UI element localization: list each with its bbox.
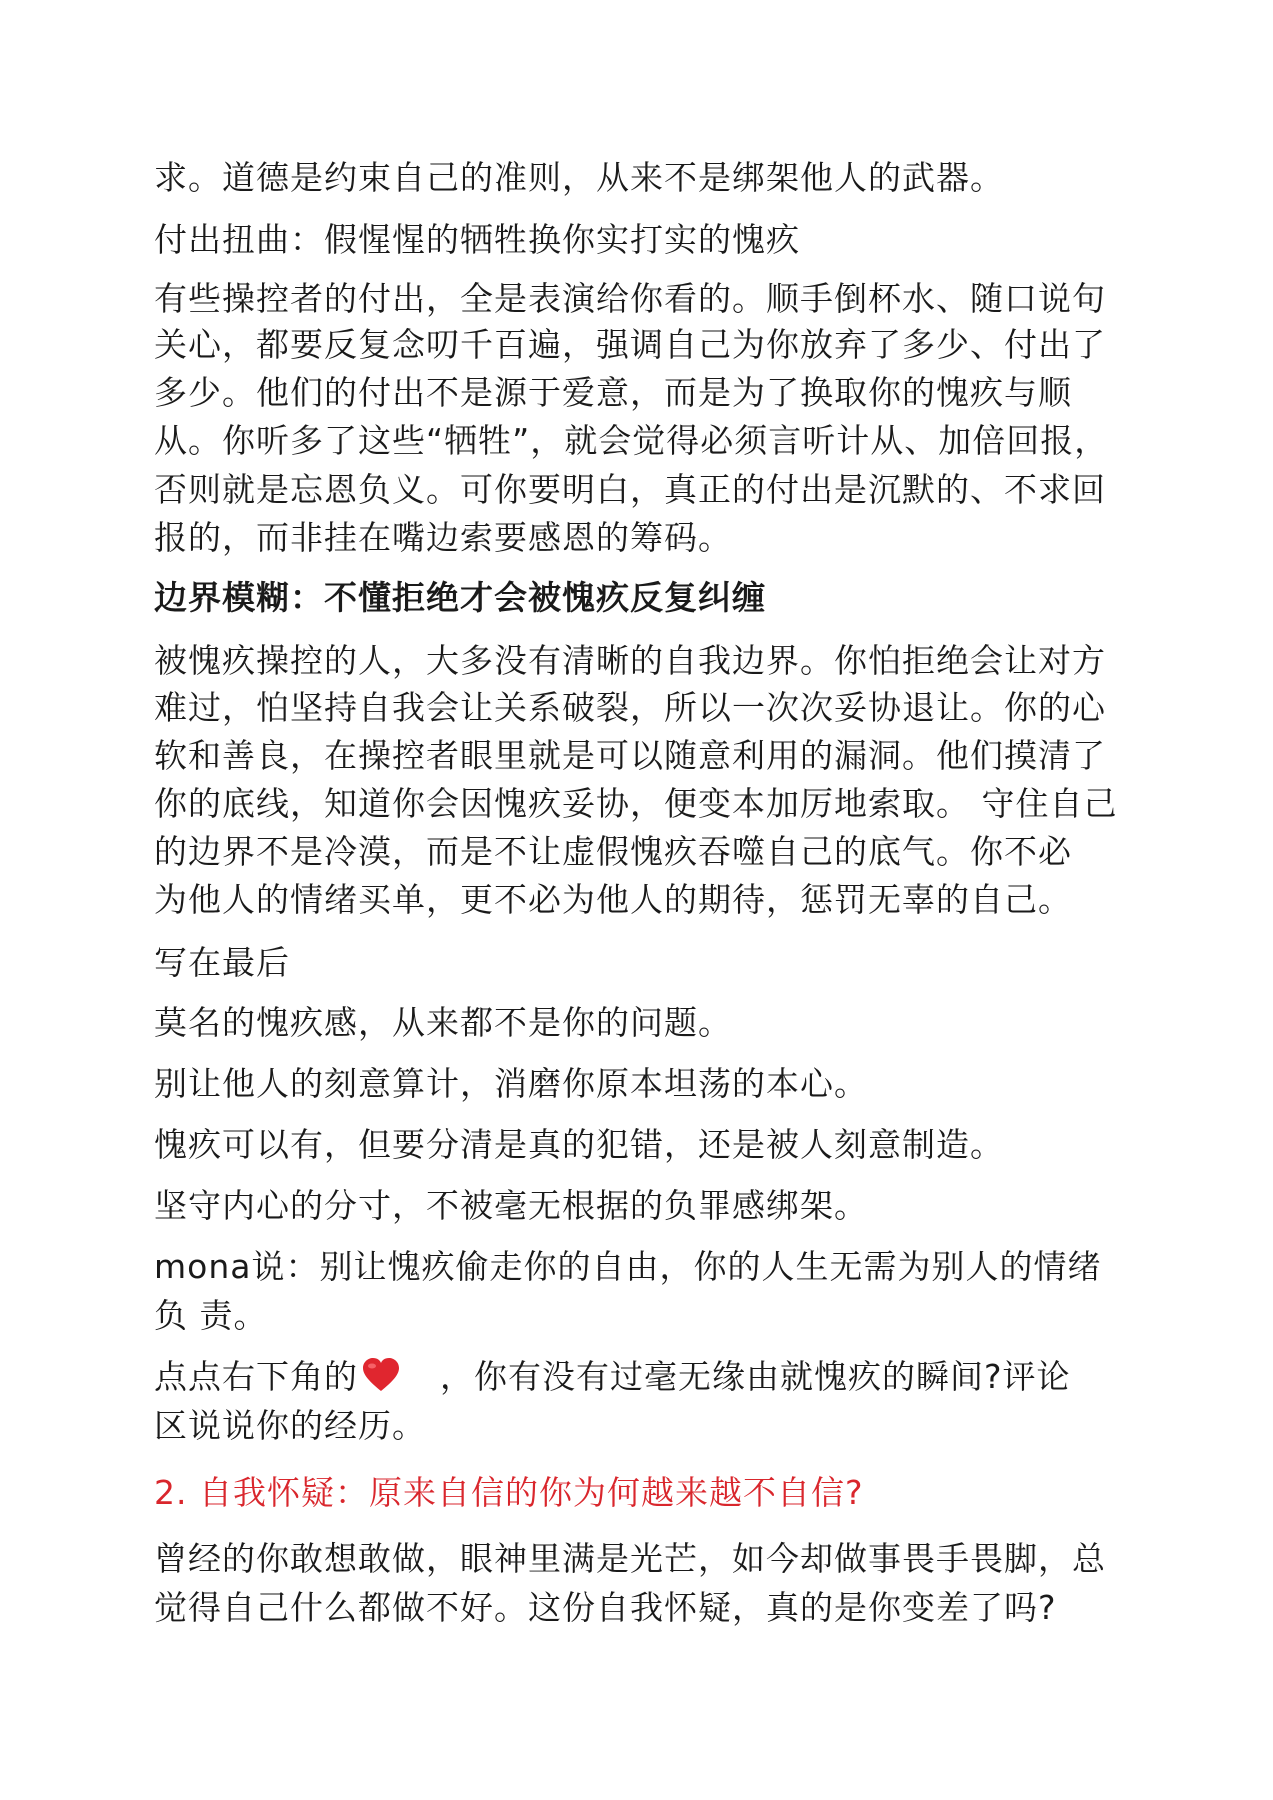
paragraph-line: 的边界不是冷漠，而是不让虚假愧疚吞噬自己的底气。你不必 — [154, 832, 1072, 871]
cta-line: 区说说你的经历。 — [154, 1406, 426, 1445]
paragraph-line: 你的底线，知道你会因愧疚妥协，便变本加厉地索取。 守住自己 — [154, 784, 1118, 823]
closing-line: 愧疚可以有，但要分清是真的犯错，还是被人刻意制造。 — [154, 1125, 1004, 1164]
cta-text-after: ，你有没有过毫无缘由就愧疚的瞬间?评论 — [440, 1357, 1071, 1396]
section-heading: 2. 自我怀疑：原来自信的你为何越来越不自信? — [154, 1473, 864, 1512]
paragraph-line: 难过，怕坚持自我会让关系破裂，所以一次次妥协退让。你的心 — [154, 688, 1106, 727]
mona-quote-line: 负 责。 — [154, 1296, 268, 1335]
paragraph-line: 从。你听多了这些“牺牲”，就会觉得必须言听计从、加倍回报， — [154, 421, 1109, 460]
paragraph-line: 为他人的情绪买单，更不必为他人的期待，惩罚无辜的自己。 — [154, 880, 1072, 919]
paragraph-line: 报的，而非挂在嘴边索要感恩的筹码。 — [154, 518, 732, 557]
closing-line: 莫名的愧疚感，从来都不是你的问题。 — [154, 1003, 732, 1042]
subheading-sacrifice: 付出扭曲：假惺惺的牺牲换你实打实的愧疚 — [154, 220, 800, 259]
paragraph-line: 多少。他们的付出不是源于爱意，而是为了换取你的愧疚与顺 — [154, 373, 1072, 412]
paragraph-line: 被愧疚操控的人，大多没有清晰的自我边界。你怕拒绝会让对方 — [154, 641, 1106, 680]
paragraph-line: 有些操控者的付出，全是表演给你看的。顺手倒杯水、随口说句 — [154, 279, 1106, 318]
closing-line: 坚守内心的分寸，不被毫无根据的负罪感绑架。 — [154, 1186, 868, 1225]
paragraph-line: 觉得自己什么都做不好。这份自我怀疑，真的是你变差了吗? — [154, 1588, 1057, 1627]
paragraph-line: 求。道德是约束自己的准则，从来不是绑架他人的武器。 — [154, 158, 1004, 197]
paragraph-line: 否则就是忘恩负义。可你要明白，真正的付出是沉默的、不求回 — [154, 470, 1106, 509]
mona-quote-line: mona说：别让愧疚偷走你的自由，你的人生无需为别人的情绪 — [154, 1247, 1102, 1286]
subheading-boundary: 边界模糊：不懂拒绝才会被愧疚反复纠缠 — [154, 578, 766, 617]
paragraph-line: 关心，都要反复念叨千百遍，强调自己为你放弃了多少、付出了 — [154, 325, 1106, 364]
subheading-closing: 写在最后 — [154, 943, 290, 982]
paragraph-line: 曾经的你敢想敢做，眼神里满是光芒，如今却做事畏手畏脚，总 — [154, 1539, 1106, 1578]
paragraph-line: 软和善良，在操控者眼里就是可以随意利用的漏洞。他们摸清了 — [154, 736, 1106, 775]
heart-icon — [362, 1358, 400, 1392]
closing-line: 别让他人的刻意算计，消磨你原本坦荡的本心。 — [154, 1064, 868, 1103]
cta-line — [154, 1357, 1134, 1397]
cta-text-before: 点点右下角的 — [154, 1357, 358, 1396]
